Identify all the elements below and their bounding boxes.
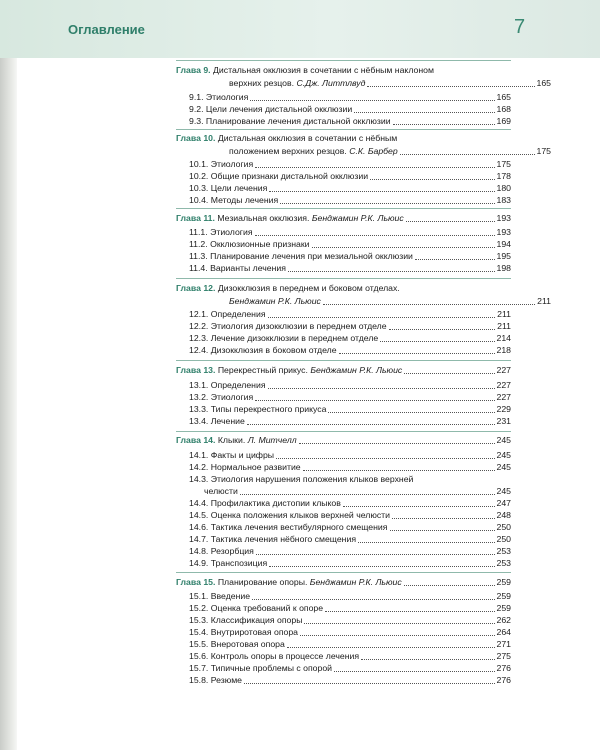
chapter-divider xyxy=(176,60,511,61)
chapter-title-cont: положением верхних резцов. С.К. Барбер 175 xyxy=(229,146,551,156)
toc-entry: 11.1. Этиология 193 xyxy=(189,227,511,237)
page-number: 7 xyxy=(514,16,526,38)
toc-entry: 9.3. Планирование лечения дистальной окклюзии 169 xyxy=(189,116,511,126)
chapter-number: Глава 11. xyxy=(176,213,215,223)
chapter-title: Клыки. xyxy=(217,435,246,445)
chapter-divider xyxy=(176,360,511,361)
toc-entry: 14.9. Транспозиция 253 xyxy=(189,558,511,568)
toc-entry: 14.5. Оценка положения клыков верхней челюсти 248 xyxy=(189,510,511,520)
chapter-heading xyxy=(176,65,511,77)
chapter-page: 175 xyxy=(536,146,551,156)
toc-entry: 14.8. Резорбция 253 xyxy=(189,546,511,556)
toc-entry: 15.1. Введение 259 xyxy=(189,591,511,601)
chapter-title-cont: верхних резцов. С.Дж. Литтлвуд 165 xyxy=(229,78,551,88)
chapter-divider xyxy=(176,208,511,209)
toc-entry: 12.4. Дизокклюзия в боковом отделе 218 xyxy=(189,345,511,355)
chapter-author: С.К. Барбер xyxy=(349,146,398,156)
chapter-title: Дистальная окклюзия в сочетании с нёбным xyxy=(217,133,398,143)
toc-entry: 9.2. Цели лечения дистальной окклюзии 168 xyxy=(189,104,511,114)
chapter-heading xyxy=(176,365,511,376)
toc-entry: 10.3. Цели лечения 180 xyxy=(189,183,511,193)
toc-entry: 15.2. Оценка требований к опоре 259 xyxy=(189,603,511,613)
toc-entry: 15.4. Внутриротовая опора 264 xyxy=(189,627,511,637)
chapter-page: 227 xyxy=(496,365,511,375)
chapter-number: Глава 14. xyxy=(176,435,216,445)
chapter-page: 245 xyxy=(496,435,511,445)
chapter-title: Дистальная окклюзия в сочетании с нёбным наклоном xyxy=(212,65,434,75)
chapter-divider xyxy=(176,431,511,432)
chapter-divider xyxy=(176,572,511,573)
toc-entry: 13.4. Лечение 231 xyxy=(189,416,511,426)
chapter-title: Планирование опоры. xyxy=(217,577,308,587)
toc-entry: 14.6. Тактика лечения вестибулярного смещения 250 xyxy=(189,522,511,532)
chapter-number: Глава 10. xyxy=(176,133,216,143)
chapter-author: Бенджамин Р.К. Льюис xyxy=(310,365,403,375)
toc-entry: 13.2. Этиология 227 xyxy=(189,392,511,402)
chapter-author: С.Дж. Литтлвуд xyxy=(296,78,366,88)
toc-entry: 15.6. Контроль опоры в процессе лечения 275 xyxy=(189,651,511,661)
toc-entry: 11.4. Варианты лечения 198 xyxy=(189,263,511,273)
toc-entry: 14.3. Этиология нарушения положения клыков верхней xyxy=(189,474,414,484)
chapter-author: Бенджамин Р.К. Льюис xyxy=(229,296,321,306)
chapter-page: 259 xyxy=(496,577,511,587)
chapter-author: Л. Митчелл xyxy=(247,435,297,445)
chapter-page: 193 xyxy=(496,213,511,223)
toc-entry: 15.7. Типичные проблемы с опорой 276 xyxy=(189,663,511,673)
chapter-title-cont xyxy=(229,296,551,307)
toc-entry: 13.1. Определения 227 xyxy=(189,380,511,390)
chapter-heading xyxy=(176,283,511,295)
chapter-heading xyxy=(176,213,511,224)
toc-entry: 15.8. Резюме 276 xyxy=(189,675,511,685)
toc-entry: 12.3. Лечение дизокклюзии в переднем отделе 214 xyxy=(189,333,511,343)
toc-entry-cont: челюсти 245 xyxy=(204,486,511,496)
toc-entry: 12.1. Определения 211 xyxy=(189,309,511,319)
chapter-title: Дизокклюзия в переднем и боковом отделах. xyxy=(217,283,400,293)
chapter-heading xyxy=(176,577,511,588)
chapter-divider xyxy=(176,129,511,130)
chapter-number: Глава 15. xyxy=(176,577,216,587)
chapter-page: 211 xyxy=(537,296,551,306)
toc-entry: 14.2. Нормальное развитие 245 xyxy=(189,462,511,472)
toc-entry: 15.3. Классификация опоры 262 xyxy=(189,615,511,625)
toc-entry: 14.4. Профилактика дистопии клыков 247 xyxy=(189,498,511,508)
toc-entry: 14.7. Тактика лечения нёбного смещения 250 xyxy=(189,534,511,544)
chapter-number: Глава 9. xyxy=(176,65,211,75)
toc-entry: 11.3. Планирование лечения при мезиальной окклюзии 195 xyxy=(189,251,511,261)
toc-entry: 15.5. Внеротовая опора 271 xyxy=(189,639,511,649)
toc-entry: 14.1. Факты и цифры 245 xyxy=(189,450,511,460)
toc-entry: 10.1. Этиология 175 xyxy=(189,159,511,169)
chapter-author: Бенджамин Р.К. Льюис xyxy=(309,577,402,587)
toc-entry: 10.2. Общие признаки дистальной окклюзии 178 xyxy=(189,171,511,181)
chapter-divider xyxy=(176,278,511,279)
chapter-title: Мезиальная окклюзия. xyxy=(217,213,310,223)
chapter-heading xyxy=(176,435,511,446)
chapter-number: Глава 12. xyxy=(176,283,216,293)
section-title: Оглавление xyxy=(68,22,145,37)
toc-entry: 12.2. Этиология дизокклюзии в переднем отделе 211 xyxy=(189,321,511,331)
chapter-author: Бенджамин Р.К. Льюис xyxy=(311,213,404,223)
chapter-title: Перекрестный прикус. xyxy=(217,365,308,375)
toc-entry: 13.3. Типы перекрестного прикуса 229 xyxy=(189,404,511,414)
chapter-number: Глава 13. xyxy=(176,365,216,375)
chapter-page: 165 xyxy=(536,78,551,88)
chapter-heading xyxy=(176,133,511,145)
toc-entry: 10.4. Методы лечения 183 xyxy=(189,195,511,205)
toc-entry: 11.2. Окклюзионные признаки 194 xyxy=(189,239,511,249)
toc-entry: 9.1. Этиология 165 xyxy=(189,92,511,102)
